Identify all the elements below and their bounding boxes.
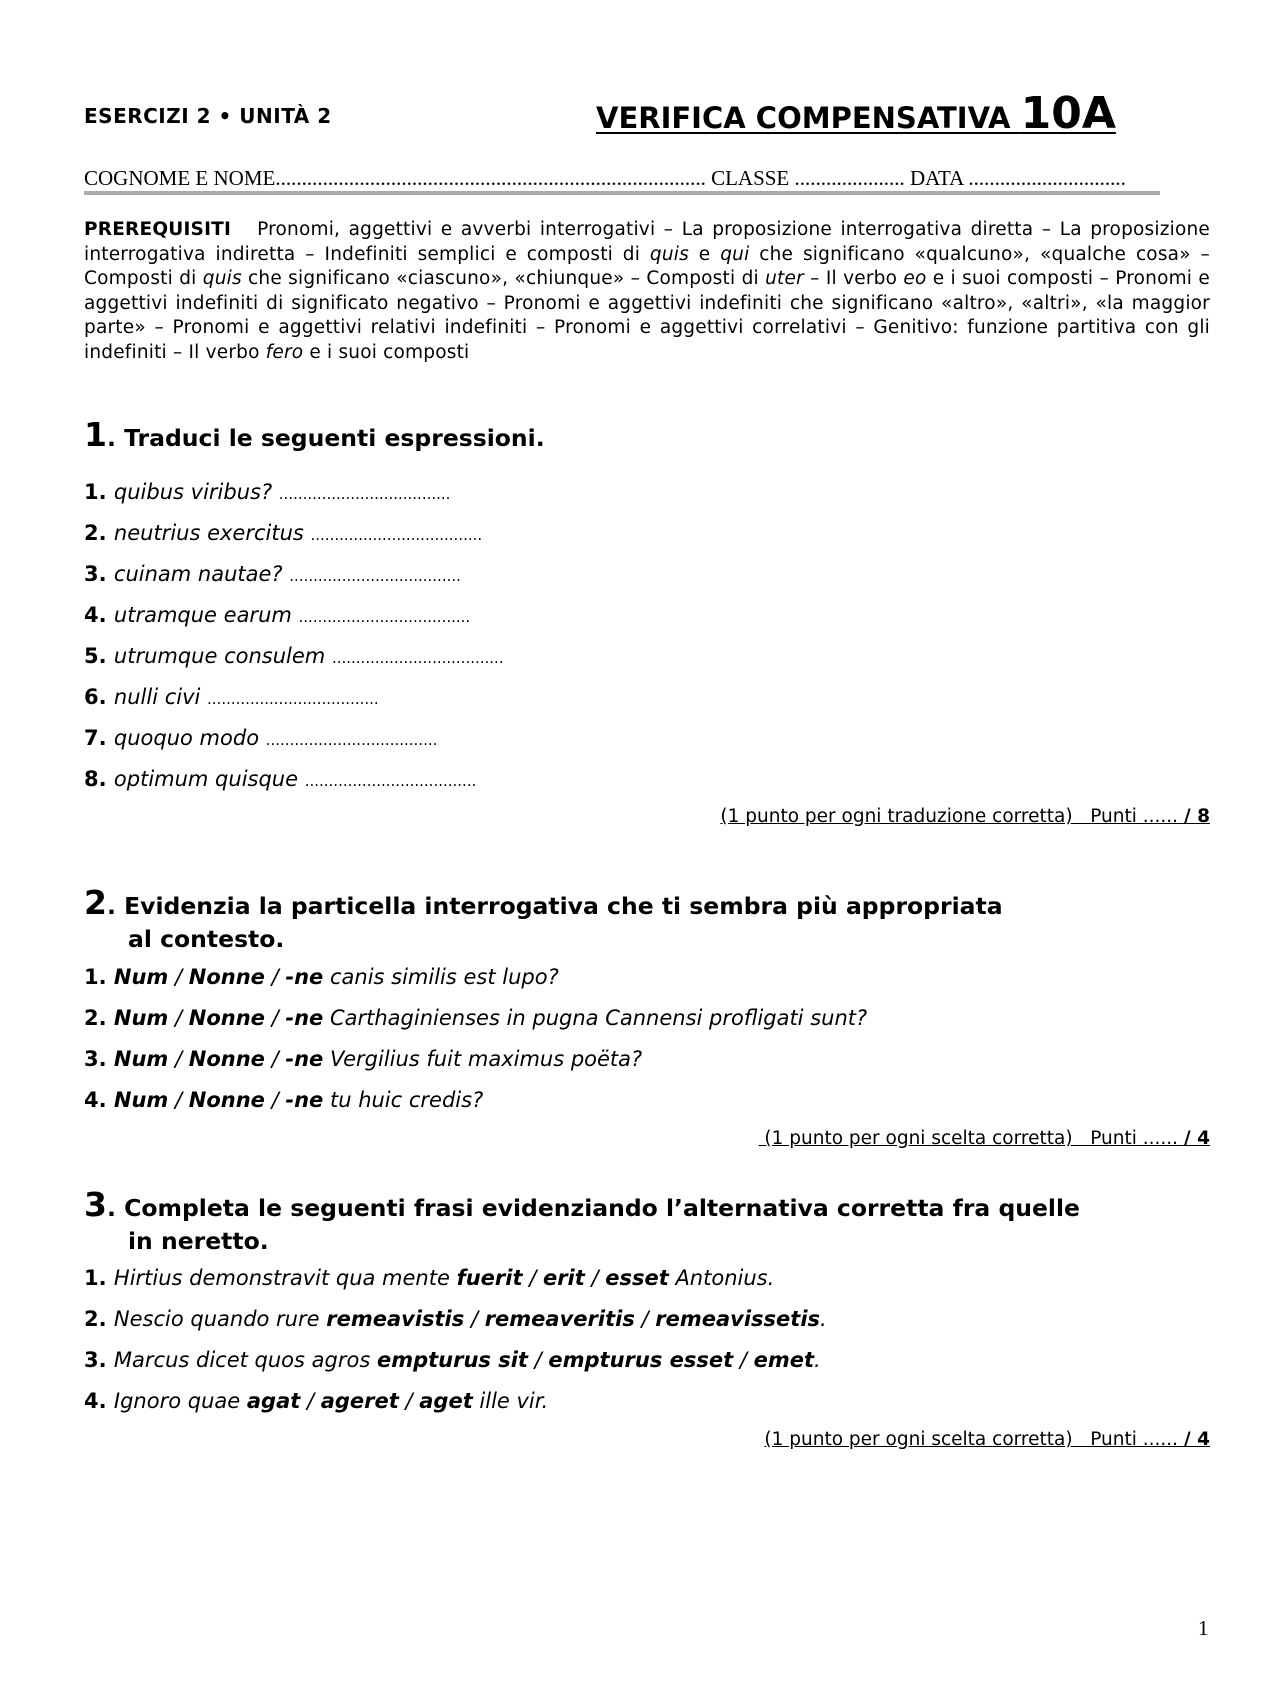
option-choice[interactable]: Nonne: [188, 1006, 265, 1030]
section-title: . Completa le seguenti frasi evidenziando l’alternativa corretta fra quelle: [106, 1194, 1080, 1222]
section-heading: [84, 415, 1144, 455]
option-choice[interactable]: -ne: [285, 1088, 324, 1112]
exercise-item: [84, 1348, 821, 1372]
sentence-end: .: [820, 1307, 827, 1331]
section-heading: [84, 883, 1144, 956]
exercise-item: [84, 1006, 867, 1030]
separator: /: [264, 965, 286, 989]
separator: /: [168, 1006, 189, 1030]
exercise-item: [84, 965, 559, 989]
section-title: . Evidenzia la particella interrogativa che ti sembra più appropriata: [106, 892, 1003, 920]
score-line: [759, 1128, 1210, 1149]
answer-blank[interactable]: ....................................: [207, 690, 379, 708]
prereq-term: quis: [649, 243, 689, 265]
prereq-term: qui: [720, 243, 750, 265]
student-info-line[interactable]: COGNOME E NOME.................................................................................. CLASSE ..................... DATA ..............................: [84, 166, 1126, 190]
latin-expression: quoquo modo: [113, 726, 266, 750]
page-number: 1: [1198, 1616, 1209, 1640]
prereq-text: e i suoi composti – Pronomi e aggettivi indefiniti di significato negativo – Pronomi e aggettivi indefiniti che significano «altro», «altri», «la maggior parte» – Pronomi e aggettivi relativi indefiniti – Pronomi e aggettivi correlativi – Genitivo: funzione partitiva con gli indefiniti – Il verbo: [84, 268, 1210, 363]
option-choice[interactable]: Num: [113, 965, 169, 989]
option-choice[interactable]: -ne: [285, 1047, 324, 1071]
option-choice[interactable]: Nonne: [188, 1088, 265, 1112]
option-choice[interactable]: agat: [246, 1389, 301, 1413]
exercise-item: [84, 562, 461, 586]
option-choice[interactable]: remeaveritis: [484, 1307, 635, 1331]
item-number: 5.: [84, 644, 114, 668]
option-choice[interactable]: ageret: [320, 1389, 399, 1413]
prerequisites: [84, 218, 1210, 365]
answer-blank[interactable]: ....................................: [278, 485, 451, 503]
item-number: 8.: [84, 767, 114, 791]
score-text: (1 punto per ogni traduzione corretta) Punti ......: [720, 806, 1184, 827]
option-choice[interactable]: empturus sit: [376, 1348, 528, 1372]
sentence-start: Hirtius demonstravit qua mente: [113, 1266, 457, 1290]
prereq-term: quis: [202, 268, 242, 289]
page-title: [596, 88, 1116, 139]
prereq-term: uter: [765, 268, 804, 289]
item-number: 4.: [84, 1088, 114, 1112]
latin-expression: utrumque consulem: [113, 644, 332, 668]
latin-expression: neutrius exercitus: [113, 521, 311, 545]
exercise-item: [84, 644, 504, 668]
title-code: 10A: [1020, 88, 1116, 139]
item-number: 7.: [84, 726, 114, 750]
prereq-text: e i suoi composti: [303, 341, 470, 363]
prereq-text: Pronomi, aggettivi e avverbi interrogativi – La proposizione interrogativa diretta – La proposizione interrogativa indiretta – Indefiniti semplici e composti di: [84, 219, 1210, 265]
section-number: 1: [84, 415, 107, 454]
separator: /: [634, 1307, 656, 1331]
answer-blank[interactable]: ....................................: [265, 731, 438, 749]
separator: /: [733, 1348, 754, 1372]
latin-expression: quibus viribus?: [113, 480, 279, 504]
option-choice[interactable]: Nonne: [188, 1047, 265, 1071]
option-choice[interactable]: fuerit: [456, 1266, 523, 1290]
exercise-item: [84, 480, 450, 504]
separator: /: [264, 1006, 286, 1030]
item-number: 1.: [84, 965, 114, 989]
option-choice[interactable]: emet: [753, 1348, 815, 1372]
item-number: 3.: [84, 1348, 114, 1372]
separator: /: [527, 1348, 549, 1372]
option-choice[interactable]: remeavissetis: [655, 1307, 821, 1331]
section-heading: [84, 1185, 1144, 1258]
sentence-start: Ignoro quae: [113, 1389, 247, 1413]
unit-label: ESERCIZI 2 • UNITÀ 2: [84, 104, 332, 128]
exercise-item: [84, 521, 482, 545]
exercise-item: [84, 685, 379, 709]
exercise-item: [84, 603, 470, 627]
separator: /: [398, 1389, 420, 1413]
prereq-text: e: [688, 243, 721, 265]
sentence-end: Antonius.: [668, 1266, 775, 1290]
section-number: 2: [84, 883, 107, 922]
exercise-item: [84, 1088, 483, 1112]
separator: [323, 1006, 330, 1030]
score-total: / 4: [1183, 1429, 1210, 1450]
sentence: canis similis est lupo?: [329, 965, 559, 989]
exercise-item: [84, 1307, 827, 1331]
exercise-item: [84, 1266, 774, 1290]
answer-blank[interactable]: ....................................: [289, 567, 461, 585]
title-text: VERIFICA COMPENSATIVA: [596, 101, 1011, 135]
section-title-cont: in neretto.: [128, 1227, 269, 1255]
score-line: [720, 806, 1210, 827]
score-text: (1 punto per ogni scelta corretta) Punti ......: [764, 1429, 1184, 1450]
item-number: 2.: [84, 1006, 114, 1030]
item-number: 4.: [84, 1389, 114, 1413]
separator: /: [264, 1088, 286, 1112]
sentence-start: Nescio quando rure: [113, 1307, 327, 1331]
option-choice[interactable]: -ne: [285, 965, 324, 989]
score-total: / 8: [1183, 806, 1210, 827]
separator: [323, 965, 330, 989]
prereq-label: PREREQUISITI: [84, 219, 232, 240]
prereq-text: che significano «qualcuno», «qualche cosa» – Composti di: [84, 243, 1210, 289]
answer-blank[interactable]: ....................................: [304, 772, 477, 790]
sentence: Carthaginienses in pugna Cannensi profligati sunt?: [329, 1006, 868, 1030]
score-total: / 4: [1183, 1128, 1210, 1149]
sentence: tu huic credis?: [329, 1088, 484, 1112]
prereq-text: – Il verbo: [803, 268, 904, 289]
latin-expression: nulli civi: [113, 685, 208, 709]
exercise-item: [84, 726, 437, 750]
separator: [323, 1088, 330, 1112]
option-choice[interactable]: Num: [113, 1088, 169, 1112]
separator: /: [264, 1047, 286, 1071]
item-number: 6.: [84, 685, 114, 709]
sentence-start: Marcus dicet quos agros: [113, 1348, 377, 1372]
item-number: 2.: [84, 521, 114, 545]
item-number: 4.: [84, 603, 114, 627]
answer-blank[interactable]: ....................................: [298, 608, 471, 626]
item-number: 3.: [84, 1047, 114, 1071]
option-choice[interactable]: remeavistis: [326, 1307, 465, 1331]
separator: /: [584, 1266, 606, 1290]
prereq-term: eo: [903, 268, 927, 289]
separator: /: [464, 1307, 485, 1331]
score-line: [764, 1429, 1210, 1450]
option-choice[interactable]: erit: [542, 1266, 585, 1290]
separator: /: [300, 1389, 321, 1413]
separator: /: [168, 1088, 189, 1112]
section-number: 3: [84, 1185, 107, 1224]
answer-blank[interactable]: ....................................: [331, 649, 504, 667]
item-number: 1.: [84, 480, 114, 504]
separator: /: [168, 1047, 189, 1071]
sentence: Vergilius fuit maximus poëta?: [329, 1047, 643, 1071]
separator: /: [168, 965, 189, 989]
sentence-end: .: [814, 1348, 821, 1372]
latin-expression: optimum quisque: [113, 767, 305, 791]
option-choice[interactable]: aget: [419, 1389, 473, 1413]
option-choice[interactable]: empturus esset: [548, 1348, 734, 1372]
option-choice[interactable]: Num: [113, 1006, 169, 1030]
option-choice[interactable]: esset: [605, 1266, 669, 1290]
item-number: 3.: [84, 562, 114, 586]
exercise-item: [84, 767, 476, 791]
separator: /: [522, 1266, 543, 1290]
option-choice[interactable]: -ne: [285, 1006, 324, 1030]
separator: [323, 1047, 330, 1071]
prereq-term: fero: [265, 341, 304, 363]
section-title: . Traduci le seguenti espressioni.: [106, 424, 545, 452]
option-choice[interactable]: Nonne: [188, 965, 265, 989]
sentence-end: ille vir.: [472, 1389, 549, 1413]
exercise-item: [84, 1047, 642, 1071]
latin-expression: cuinam nautae?: [113, 562, 290, 586]
section-title-cont: al contesto.: [128, 925, 285, 953]
latin-expression: utramque earum: [113, 603, 299, 627]
exercise-item: [84, 1389, 548, 1413]
prereq-text: che significano «ciascuno», «chiunque» – Composti di: [241, 268, 766, 289]
score-text: (1 punto per ogni scelta corretta) Punti ......: [758, 1128, 1184, 1149]
divider: [84, 191, 1160, 195]
answer-blank[interactable]: ....................................: [310, 526, 483, 544]
item-number: 1.: [84, 1266, 114, 1290]
option-choice[interactable]: Num: [113, 1047, 169, 1071]
item-number: 2.: [84, 1307, 114, 1331]
